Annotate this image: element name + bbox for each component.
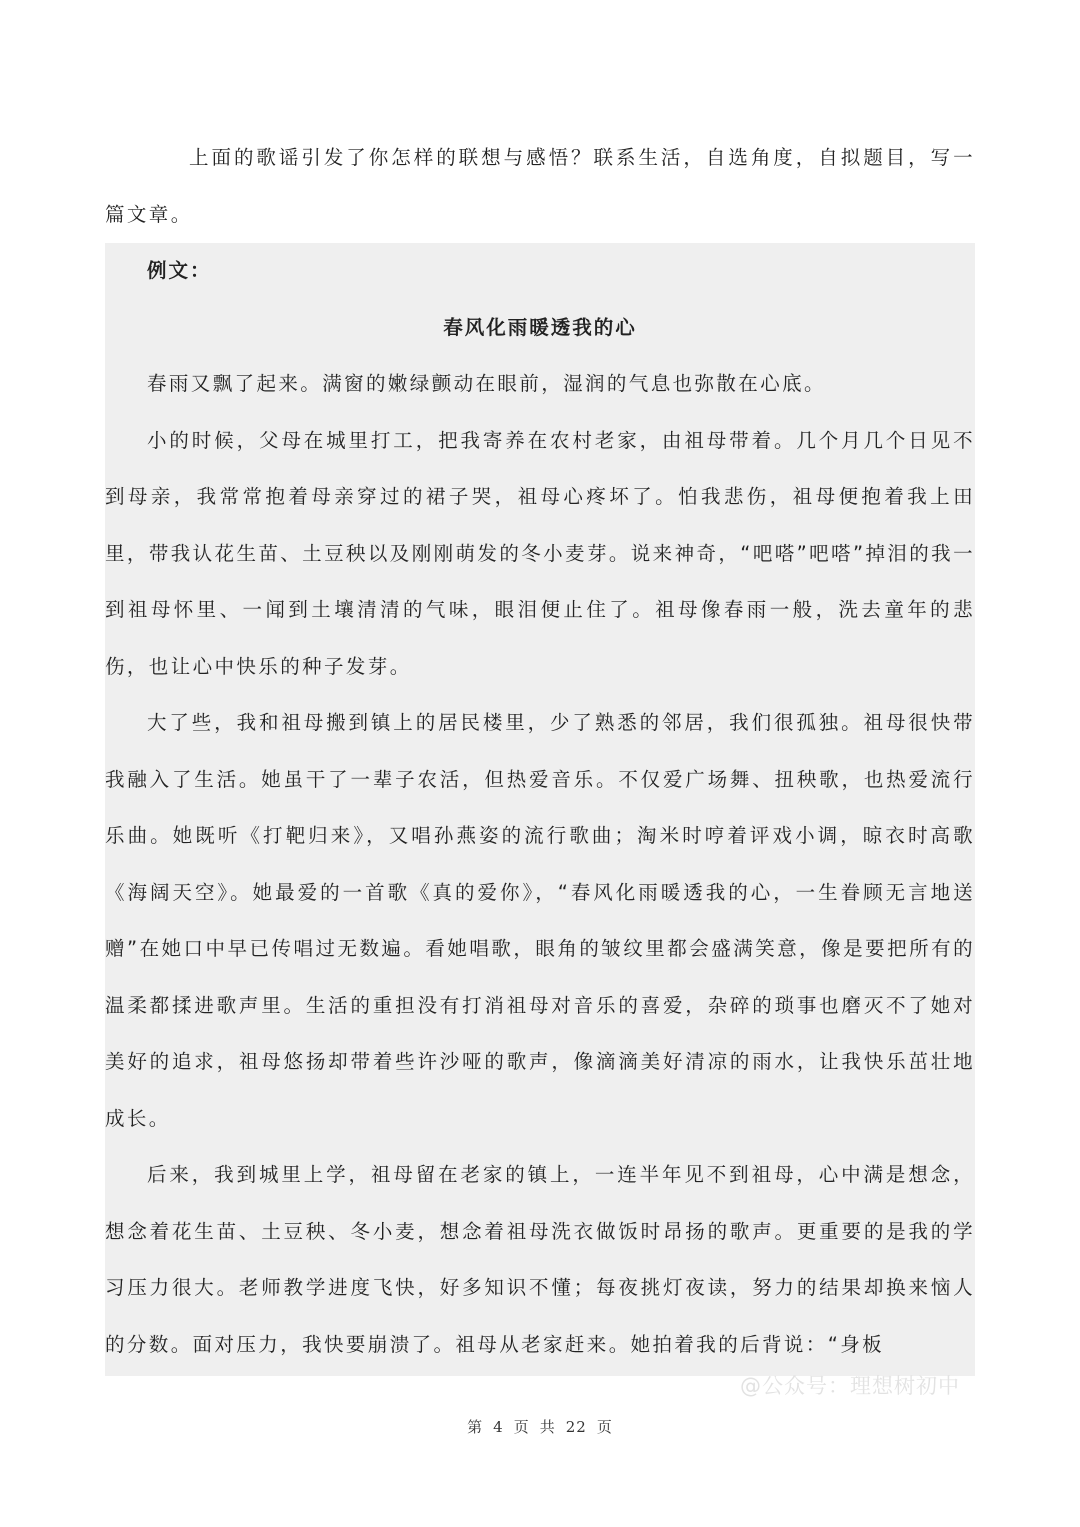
essay-body (105, 356, 975, 1373)
page-number: 4 (493, 1418, 504, 1436)
essay-prompt: 上面的歌谣引发了你怎样的联想与感悟？联系生活，自选角度，自拟题目，写一篇文章。 (105, 146, 975, 226)
footer-ye-2: 页 (596, 1418, 613, 1436)
essay-paragraph: 春雨又飘了起来。满窗的嫩绿颤动在眼前，湿润的气息也弥散在心底。 (147, 372, 826, 395)
sample-essay-label: 例文： (147, 259, 212, 282)
footer-ye: 页 (513, 1418, 530, 1436)
essay-paragraph: 大了些，我和祖母搬到镇上的居民楼里，少了熟悉的邻居，我们很孤独。祖母很快带我融入了生活。她虽干了一辈子农活，但热爱音乐。不仅爱广场舞、扭秧歌，也热爱流行乐曲。她既听《打靶归来》，又唱孙燕姿的流行歌曲；淘米时哼着评戏小调，晾衣时高歌《海阔天空》。她最爱的一首歌《真的爱你》，“春风化雨暖透我的心，一生眷顾无言地送赠”在她口中早已传唱过无数遍。看她唱歌，眼角的皱纹里都会盛满笑意，像是要把所有的温柔都揉进歌声里。生活的重担没有打消祖母对音乐的喜爱，杂碎的琐事也磨灭不了她对美好的追求，祖母悠扬却带着些许沙哑的歌声，像滴滴美好清凉的雨水，让我快乐茁壮地成长。 (105, 711, 975, 1130)
page-footer (0, 1416, 1080, 1437)
footer-di: 第 (467, 1418, 484, 1436)
essay-paragraph: 后来，我到城里上学，祖母留在老家的镇上，一连半年见不到祖母，心中满是想念，想念着花生苗、土豆秧、冬小麦，想念着祖母洗衣做饭时昂扬的歌声。更重要的是我的学习压力很大。老师教学进度飞快，好多知识不懂；每夜挑灯夜读，努力的结果却换来恼人的分数。面对压力，我快要崩溃了。祖母从老家赶来。她拍着我的后背说：“身板 (105, 1163, 975, 1356)
watermark: @公众号：理想树初中 (740, 1374, 960, 1398)
footer-gong: 共 (539, 1418, 556, 1436)
sample-essay-box (105, 243, 975, 1376)
essay-paragraph: 小的时候，父母在城里打工，把我寄养在农村老家，由祖母带着。几个月几个日见不到母亲，我常常抱着母亲穿过的裙子哭，祖母心疼坏了。怕我悲伤，祖母便抱着我上田里，带我认花生苗、土豆秧以及刚刚萌发的冬小麦芽。说来神奇，“吧嗒”吧嗒”掉泪的我一到祖母怀里、一闻到土壤清清的气味，眼泪便止住了。祖母像春雨一般，洗去童年的悲伤，也让心中快乐的种子发芽。 (105, 428, 975, 678)
essay-title: 春风化雨暖透我的心 (443, 316, 637, 339)
total-pages: 22 (565, 1418, 587, 1436)
